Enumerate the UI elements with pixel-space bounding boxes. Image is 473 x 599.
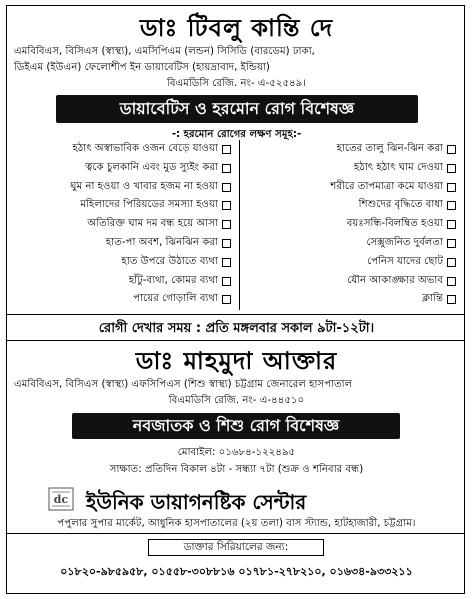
symptom-right-item — [347, 216, 456, 233]
doctor2-registration: বিএমডিসি রেজি. নং- এ-৪৪৫১০ — [168, 395, 305, 406]
checkbox-icon — [222, 145, 231, 154]
checkbox-icon — [222, 183, 231, 192]
checkbox-icon — [222, 201, 231, 210]
symptom-label: হঠাৎ অস্বাভাবিক ওজন বেড়ে যাওয়া — [72, 143, 218, 154]
divider-3 — [6, 533, 465, 534]
divider-2 — [6, 340, 465, 341]
symptom-label: যৌন আকাঙ্ক্ষার অভাব — [347, 274, 443, 286]
doctor2-specialty-banner: নবজাতক ও শিশু রোগ বিশেষজ্ঞ — [72, 413, 400, 439]
checkbox-icon — [447, 239, 456, 248]
symptom-right-item — [367, 254, 456, 271]
serial-phone-numbers: ০১৮২০-৯৮৫৯৫৮, ০১৫৫৮-৩০৮৮১৬ ০১৭৮১-২৭৮২১০, ০১৬৩৪-৯৩৩২১১ — [60, 565, 413, 578]
symptom-label: ক্লান্তি — [422, 293, 443, 305]
checkbox-icon — [447, 295, 456, 304]
checkbox-icon — [222, 295, 231, 304]
doctor1-qualification-line2: ডিইএম (ইউএন) ফেলোশীপ ইন ডায়াবেটিস (হায়দ্রাবাদ, ইন্ডিয়া) — [14, 62, 270, 73]
symptom-label: শরীরে তাপমাত্রা কমে যাওয়া — [330, 180, 443, 192]
symptom-label: পায়ের গোড়ালি ব্যথা — [133, 293, 218, 305]
checkbox-icon — [447, 220, 456, 229]
checkbox-icon — [222, 164, 231, 173]
doctor1-name: ডাঃ টিবলু কান্তি দে — [139, 14, 334, 42]
symptom-label: হঠাৎ হঠাৎ ঘাম দেওয়া — [354, 161, 443, 173]
center-name: ইউনিক ডায়াগনষ্টিক সেন্টার — [86, 490, 307, 514]
doctor1-qualification-line1: এমবিবিএস, বিসিএস (স্বাস্থ্য), এমসিপিএম (লন্ডন) সিসিডি (বারডেম) ঢাকা, — [14, 46, 315, 57]
symptom-right-item — [337, 141, 456, 158]
symptom-label: অতিরিক্ত ঘাম দম বন্ধ হয়ে আসা — [87, 218, 218, 230]
symptom-right-item — [366, 235, 456, 252]
doctor2-name: ডাঃ মাহমুদা আক্তার — [135, 347, 338, 375]
serial-label-box: ডাক্তার সিরিয়ালের জন্য: — [148, 539, 324, 556]
symptom-right-item — [347, 273, 456, 290]
symptom-label: সেক্সুজনিত দুর্বলতা — [366, 237, 443, 248]
checkbox-icon — [447, 201, 456, 210]
symptoms-divider — [239, 140, 240, 310]
checkbox-icon — [447, 145, 456, 154]
symptom-label: হাতের তালু ঝিন-ঝিন করা — [336, 143, 443, 154]
symptom-label: মহিলাদের পিরিয়ডের সমস্যা হওয়া — [80, 199, 218, 211]
checkbox-icon — [222, 220, 231, 229]
symptom-label: ঘুম না হওয়া ও খাবার হজম না হওয়া — [70, 180, 218, 192]
divider-1 — [6, 314, 465, 315]
doctor2-qualification: এমবিবিএস, বিসিএস (স্বাস্থ্য) এফসিপিএস (শিশু স্বাস্থ্য) চট্টগ্রাম জেনারেল হাসপাতাল — [14, 379, 353, 390]
checkbox-icon — [447, 258, 456, 267]
schedule-text: রোগী দেখার সময় : প্রতি মঙ্গলবার সকাল ৯টা-১২টা। — [98, 321, 375, 336]
svg-text:dc: dc — [53, 493, 69, 506]
symptom-left-item — [133, 291, 231, 308]
checkbox-icon — [222, 258, 231, 267]
symptom-left-item — [87, 216, 231, 233]
checkbox-icon — [222, 239, 231, 248]
checkbox-icon — [447, 183, 456, 192]
symptom-label: হাত-পা অবশ, ঝিনঝিন করা — [105, 237, 218, 248]
symptom-left-item — [72, 141, 231, 158]
symptom-right-item — [422, 291, 456, 308]
center-address: পপুলার সুপার মার্কেট, আধুনিক হাসপাতালের (২য় তলা) বাস স্ট্যান্ড, হাটহাজারী, চট্টগ্রাম। — [57, 518, 416, 529]
checkbox-icon — [222, 277, 231, 286]
symptom-right-item — [359, 197, 456, 214]
doctor2-mobile: মোবাইল: ০১৬৮৪-১২২৪৯৫ — [177, 447, 296, 458]
doctor1-registration: বিএমডিসি রেজি. নং- এ-৫২৫৪৯। — [166, 78, 307, 89]
symptom-right-item — [330, 179, 456, 196]
symptom-left-item — [122, 254, 231, 271]
checkbox-icon — [447, 164, 456, 173]
symptom-right-item — [354, 160, 456, 177]
symptom-left-item — [106, 235, 231, 252]
symptom-label: পেনিস যাদের ছোট — [367, 255, 443, 267]
center-logo-icon — [48, 487, 74, 511]
symptom-label: হাত উপরে উঠাতে ব্যথা — [121, 255, 218, 267]
symptom-left-item — [85, 160, 231, 177]
symptom-label: বয়ঃসন্ধি-বিলম্বিত হওয়া — [346, 218, 443, 230]
symptom-left-item — [129, 273, 231, 290]
symptom-label: ত্বকে চুলকানি এবং মুড স্যুইং করা — [85, 161, 218, 173]
doctor1-specialty-banner: ডায়াবেটিস ও হরমোন রোগ বিশেষজ্ঞ — [56, 95, 418, 123]
symptom-label: হাঁটু-ব্যথা, কোমর ব্যথা — [128, 274, 218, 286]
doctor2-visit-time: সাক্ষাত: প্রতিদিন বিকাল ৪টা - সন্ধ্যা ৭টা (শুক্র ও শনিবার বন্ধ) — [109, 464, 364, 475]
symptom-left-item — [70, 179, 231, 196]
symptoms-heading: -: হরমোন রোগের লক্ষণ সমূহ:- — [171, 129, 302, 140]
symptom-label: শিশুদের বৃদ্ধিতে বাধা — [358, 199, 443, 211]
symptom-left-item — [80, 197, 231, 214]
checkbox-icon — [447, 277, 456, 286]
